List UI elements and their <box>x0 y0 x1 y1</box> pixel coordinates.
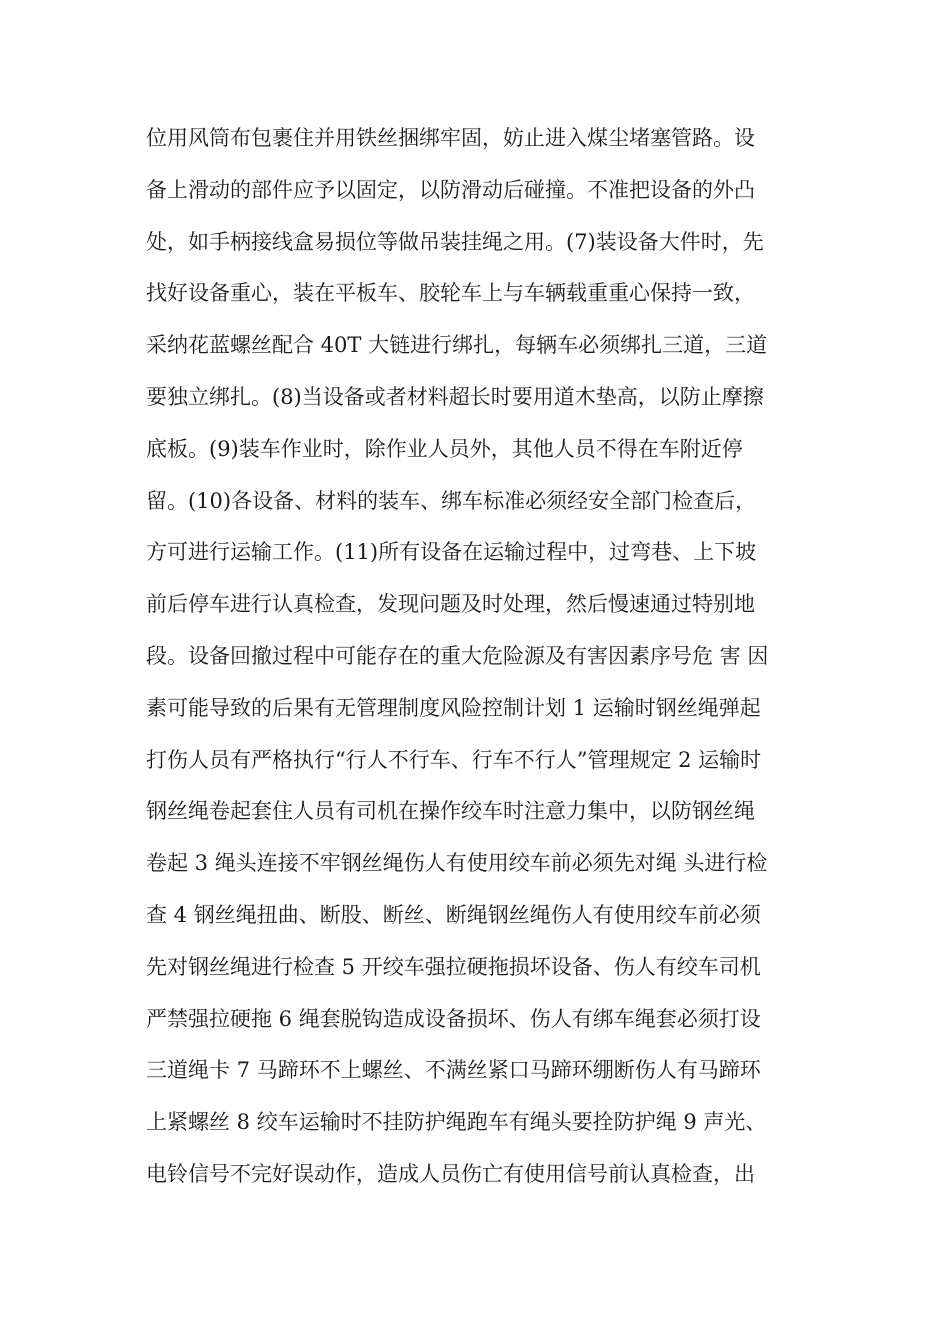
text-line: 备上滑动的部件应予以固定，以防滑动后碰撞。不准把设备的外凸 <box>146 177 755 202</box>
text-line: 找好设备重心，装在平板车、胶轮车上与车辆载重重心保持一致， <box>146 281 755 306</box>
text-line: 位用风筒布包裹住并用铁丝捆绑牢固，妨止进入煤尘堵塞管路。设 <box>146 126 755 150</box>
text-line: 要独立绑扎。(8)当设备或者材料超长时要用道木垫高，以防止摩擦 <box>146 384 764 409</box>
body-text <box>146 118 826 1206</box>
text-line: 电铃信号不完好误动作，造成人员伤亡有使用信号前认真检查，出 <box>146 1161 755 1186</box>
text-line: 三道绳卡 7 马蹄环不上螺丝、不满丝紧口马蹄环绷断伤人有马蹄环 <box>146 1058 761 1083</box>
text-line: 先对钢丝绳进行检查 5 开绞车强拉硬拖损坏设备、伤人有绞车司机 <box>146 954 761 979</box>
text-line: 段。设备回撤过程中可能存在的重大危险源及有害因素序号危 害 因 <box>146 643 769 668</box>
text-line: 打伤人员有严格执行“行人不行车、行车不行人”管理规定 2 运输时 <box>146 747 762 772</box>
text-line: 留。(10)各设备、材料的装车、绑车标准必须经安全部门检查后， <box>146 488 757 513</box>
text-line: 处，如手柄接线盒易损位等做吊装挂绳之用。(7)装设备大件时，先 <box>146 229 764 254</box>
text-line: 严禁强拉硬拖 6 绳套脱钩造成设备损坏、伤人有绑车绳套必须打设 <box>146 1006 761 1031</box>
text-line: 方可进行运输工作。(11)所有设备在运输过程中，过弯巷、上下坡 <box>146 540 757 565</box>
text-line: 上紧螺丝 8 绞车运输时不挂防护绳跑车有绳头要拴防护绳 9 声光、 <box>146 1110 767 1135</box>
text-line: 钢丝绳卷起套住人员有司机在操作绞车时注意力集中，以防钢丝绳 <box>146 799 755 824</box>
text-line: 底板。(9)装车作业时，除作业人员外，其他人员不得在车附近停 <box>146 436 743 461</box>
text-line: 素可能导致的后果有无管理制度风险控制计划 1 运输时钢丝绳弹起 <box>146 695 761 720</box>
text-line: 卷起 3 绳头连接不牢钢丝绳伤人有使用绞车前必须先对绳 头进行检 <box>146 851 768 876</box>
text-line: 前后停车进行认真检查，发现问题及时处理，然后慢速通过特别地 <box>146 592 755 617</box>
text-line: 查 4 钢丝绳扭曲、断股、断丝、断绳钢丝绳伤人有使用绞车前必须 <box>146 902 761 927</box>
text-line: 采纳花蓝螺丝配合 40T 大链进行绑扎，每辆车必须绑扎三道，三道 <box>146 333 768 358</box>
